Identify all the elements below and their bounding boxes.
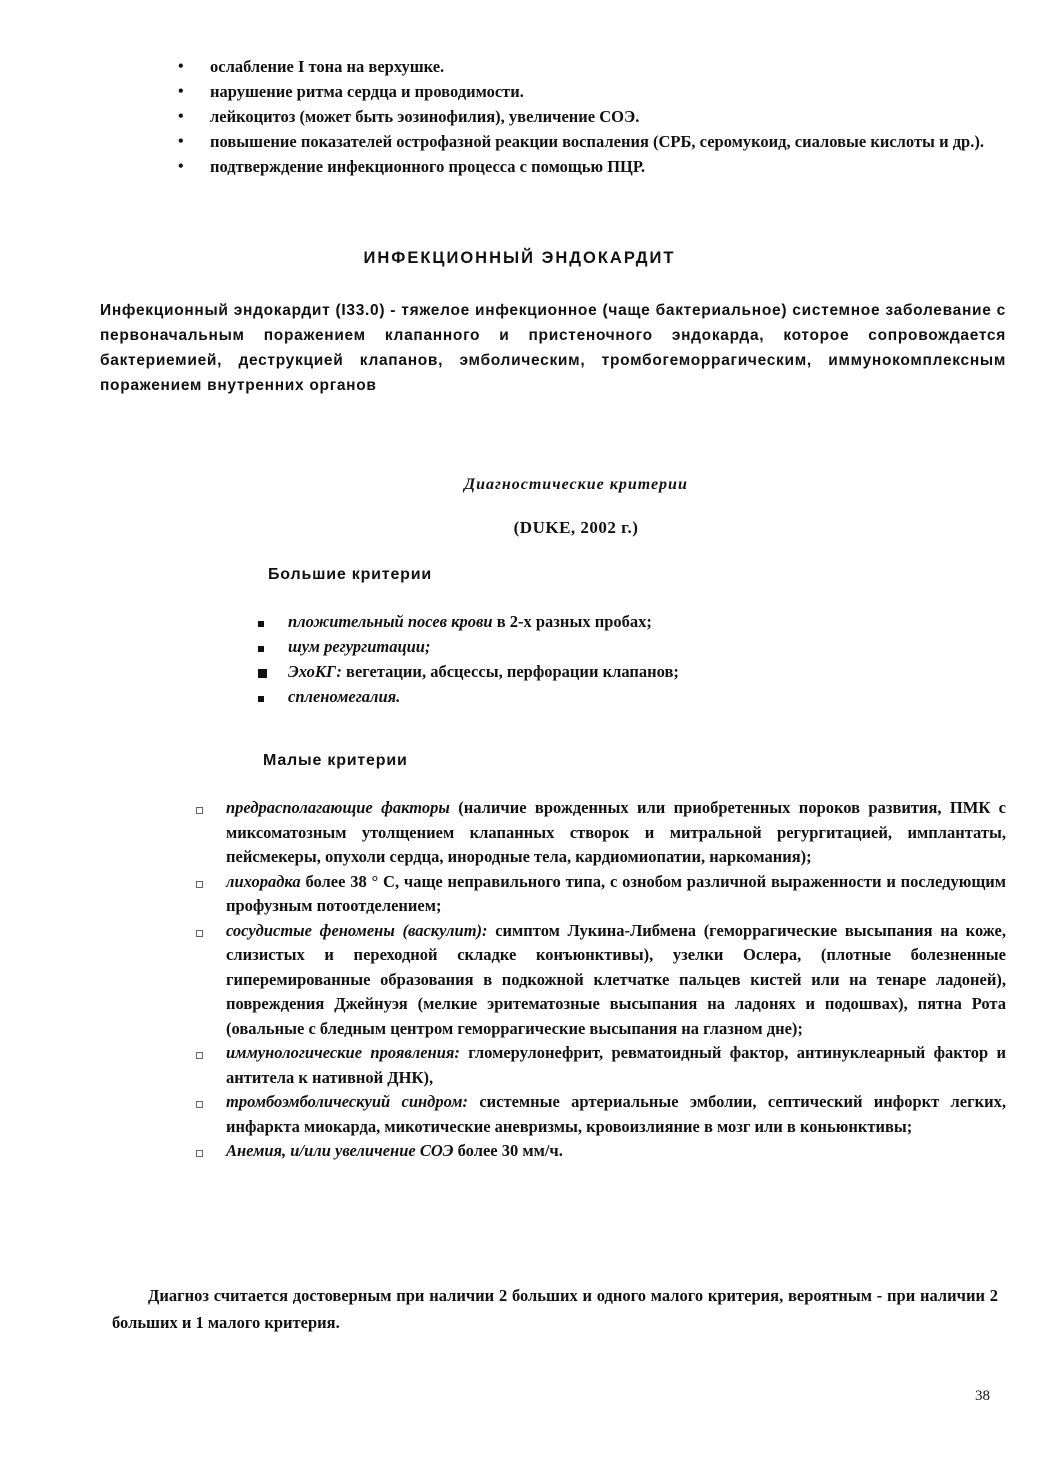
list-item: • нарушение ритма сердца и проводимости. [178,79,1018,104]
bullet-icon: • [178,83,184,100]
minor-criteria-list [194,796,1006,1164]
square-bullet-icon [258,669,267,678]
major-criteria-title: Большие критерии [268,566,432,583]
list-item: • повышение показателей острофазной реакции воспаления (СРБ, серомукоид, сиаловые кислоты и др.). [178,129,1018,154]
bullet-icon: • [178,108,184,125]
definition-paragraph: Инфекционный эндокардит (I33.0) - тяжелое инфекционное (чаще бактериальное) системное заболевание с первоначальным поражением клапанного и пристеночного эндокарда, которое сопровождается бактериемией, деструкцией клапанов, эмболическим, тромбогеморрагическим, иммунокомплексным поражением внутренних органов [100,302,1006,394]
square-bullet-icon [258,646,264,652]
list-item: предрасполагающие факторы (наличие врожденных или приобретенных пороков развития, ПМК с миксоматозным утолщением клапанных створок и митральной регургитацией, имплантаты, пейсмекеры, опухоли сердца, инородные тела, кардиомиопатии, наркомания); [194,796,1006,870]
square-bullet-icon [258,621,264,627]
duke-subtitle: (DUKE, 2002 г.) [513,518,639,537]
hollow-square-bullet-icon [196,807,203,814]
list-item: сосудистые феномены (васкулит): симптом Лукина-Либмена (геморрагические высыпания на коже, слизистых и переходной складке конъюнктивы), узелки Ослера, (плотные болезненные гиперемированные образования в подкожной клетчатке пальцев кистей или на тенаре ладоней), повреждения Джейнуэя (мелкие эритематозные высыпания на ладонях и подошвах), пятна Рота (овальные с бледным центром геморрагические высыпания на глазном дне); [194,919,1006,1042]
diagnostic-criteria-title: Диагностические критерии [464,476,688,493]
list-item: ЭхоКГ: вегетации, абсцессы, перфорации клапанов; [258,659,958,684]
page-number: 38 [975,1388,990,1404]
list-item: • ослабление I тона на верхушке. [178,54,1018,79]
hollow-square-bullet-icon [196,1052,203,1059]
minor-criteria-title: Малые критерии [263,752,408,769]
bullet-icon: • [178,158,184,175]
list-item: спленомегалия. [258,684,958,709]
section-heading: ИНФЕКЦИОННЫЙ ЭНДОКАРДИТ [363,249,676,267]
list-item: • подтверждение инфекционного процесса с помощью ПЦР. [178,154,1018,179]
hollow-square-bullet-icon [196,1150,203,1157]
list-item: лихорадка более 38 ° С, чаще неправильного типа, с ознобом различной выраженности и последующим профузным потоотделением; [194,870,1006,919]
bullet-icon: • [178,133,184,150]
square-bullet-icon [258,696,264,702]
list-item: шум регургитации; [258,634,958,659]
list-item: иммунологические проявления: гломерулонефрит, ревматоидный фактор, антинуклеарный фактор и антитела к нативной ДНК), [194,1041,1006,1090]
list-item: пложительный посев крови в 2-х разных пробах; [258,609,958,634]
symptom-list [178,54,1018,179]
hollow-square-bullet-icon [196,1101,203,1108]
major-criteria-list [258,609,958,709]
bullet-icon: • [178,58,184,75]
hollow-square-bullet-icon [196,930,203,937]
conclusion-paragraph: Диагноз считается достоверным при наличии 2 больших и одного малого критерия, вероятным - при наличии 2 больших и 1 малого критерия. [112,1286,998,1332]
list-item: Анемия, и/или увеличение СОЭ более 30 мм/ч. [194,1139,1006,1164]
hollow-square-bullet-icon [196,881,203,888]
list-item: • лейкоцитоз (может быть эозинофилия), увеличение СОЭ. [178,104,1018,129]
list-item: тромбоэмболическуий синдром: системные артериальные эмболии, септический инфоркт легких, инфаркта миокарда, микотические аневризмы, кровоизлияние в мозг или в коньюнктивы; [194,1090,1006,1139]
